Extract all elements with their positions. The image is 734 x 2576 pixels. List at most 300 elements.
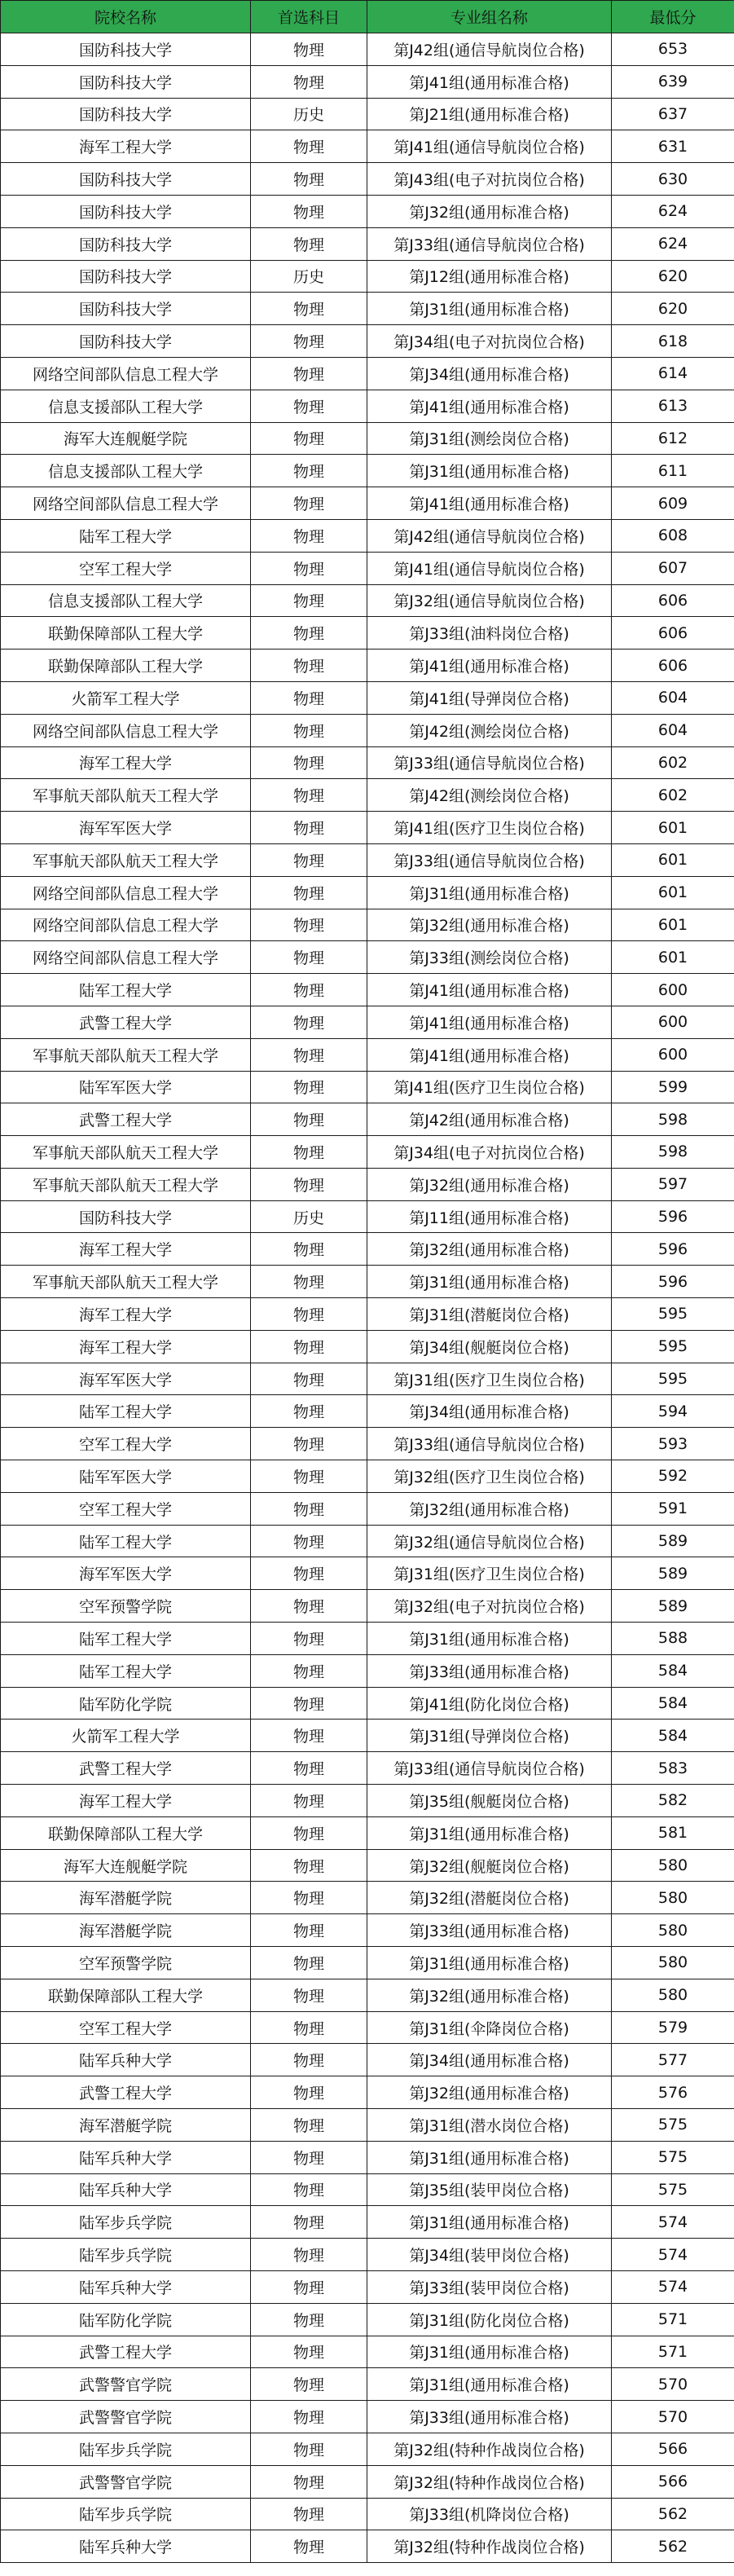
table-row [1,1882,734,1914]
cell-subject: 物理 [251,1103,367,1136]
table-row [1,1687,734,1720]
cell-group: 第J41组(通用标准合格) [367,974,612,1006]
table-row [1,2303,734,2336]
cell-group: 第J31组(通用标准合格) [367,1816,612,1849]
cell-group: 第J31组(医疗卫生岗位合格) [367,1557,612,1590]
cell-school: 陆军工程大学 [1,1623,251,1655]
cell-min-score: 630 [612,163,734,196]
cell-min-score: 600 [612,1038,734,1071]
table-row [1,1038,734,1071]
cell-subject: 物理 [251,1882,367,1914]
table-row [1,1816,734,1849]
table-row [1,1654,734,1687]
table-row [1,519,734,552]
cell-min-score: 582 [612,1785,734,1817]
cell-min-score: 595 [612,1330,734,1363]
cell-school: 武警工程大学 [1,1103,251,1136]
cell-min-score: 602 [612,779,734,812]
cell-group: 第J21组(通用标准合格) [367,98,612,130]
cell-min-score: 598 [612,1136,734,1169]
cell-subject: 物理 [251,1914,367,1947]
cell-group: 第J35组(装甲岗位合格) [367,2173,612,2206]
cell-group: 第J34组(装甲岗位合格) [367,2239,612,2271]
cell-group: 第J41组(通用标准合格) [367,487,612,520]
cell-group: 第J33组(测绘岗位合格) [367,941,612,974]
cell-group: 第J41组(通用标准合格) [367,650,612,682]
cell-group: 第J31组(测绘岗位合格) [367,422,612,455]
table-row [1,2368,734,2401]
cell-school: 陆军兵种大学 [1,2044,251,2076]
cell-group: 第J33组(通用标准合格) [367,1914,612,1947]
cell-group: 第J32组(通用标准合格) [367,909,612,941]
cell-school: 武警工程大学 [1,1752,251,1785]
cell-subject: 物理 [251,2206,367,2239]
cell-school: 网络空间部队信息工程大学 [1,714,251,746]
cell-min-score: 579 [612,2011,734,2044]
cell-min-score: 584 [612,1654,734,1687]
cell-group: 第J32组(医疗卫生岗位合格) [367,1460,612,1493]
cell-min-score: 601 [612,941,734,974]
cell-group: 第J32组(电子对抗岗位合格) [367,1590,612,1623]
cell-min-score: 571 [612,2303,734,2336]
cell-group: 第J41组(医疗卫生岗位合格) [367,812,612,844]
cell-subject: 物理 [251,390,367,422]
cell-subject: 物理 [251,2044,367,2076]
cell-subject: 历史 [251,260,367,293]
cell-min-score: 600 [612,974,734,1006]
table-row [1,33,734,66]
table-row [1,195,734,227]
table-row [1,130,734,163]
table-row [1,1363,734,1395]
table-row [1,1266,734,1298]
cell-subject: 物理 [251,650,367,682]
cell-min-score: 613 [612,390,734,422]
cell-school: 联勤保障部队工程大学 [1,650,251,682]
table-row [1,1785,734,1817]
cell-school: 军事航天部队航天工程大学 [1,1038,251,1071]
cell-group: 第J31组(导弹岗位合格) [367,1720,612,1752]
cell-group: 第J32组(特种作战岗位合格) [367,2465,612,2498]
cell-school: 空军工程大学 [1,1492,251,1525]
cell-subject: 历史 [251,98,367,130]
cell-min-score: 584 [612,1687,734,1720]
table-row [1,1006,734,1038]
cell-subject: 物理 [251,2530,367,2563]
header-group: 专业组名称 [367,1,612,33]
cell-group: 第J41组(通用标准合格) [367,1038,612,1071]
cell-group: 第J35组(舰艇岗位合格) [367,1785,612,1817]
table-row [1,260,734,293]
cell-min-score: 595 [612,1363,734,1395]
table-row [1,1200,734,1233]
cell-group: 第J12组(通用标准合格) [367,260,612,293]
cell-min-score: 606 [612,584,734,617]
cell-school: 陆军兵种大学 [1,2173,251,2206]
cell-group: 第J34组(电子对抗岗位合格) [367,1136,612,1169]
table-row [1,422,734,455]
cell-group: 第J32组(潜艇岗位合格) [367,1882,612,1914]
cell-group: 第J31组(通用标准合格) [367,2141,612,2173]
cell-subject: 物理 [251,2270,367,2303]
cell-subject: 物理 [251,1168,367,1200]
cell-school: 陆军工程大学 [1,1654,251,1687]
cell-subject: 物理 [251,974,367,1006]
table-row [1,2173,734,2206]
cell-subject: 物理 [251,1136,367,1169]
cell-subject: 物理 [251,1720,367,1752]
cell-group: 第J41组(通用标准合格) [367,65,612,98]
cell-school: 陆军步兵学院 [1,2498,251,2530]
table-row [1,65,734,98]
cell-subject: 物理 [251,1525,367,1557]
cell-school: 国防科技大学 [1,98,251,130]
cell-subject: 物理 [251,1752,367,1785]
cell-school: 海军工程大学 [1,130,251,163]
cell-group: 第J31组(医疗卫生岗位合格) [367,1363,612,1395]
cell-min-score: 588 [612,1623,734,1655]
cell-subject: 物理 [251,1006,367,1038]
cell-subject: 物理 [251,2011,367,2044]
table-row [1,2498,734,2530]
cell-subject: 物理 [251,227,367,260]
table-row [1,1492,734,1525]
cell-subject: 物理 [251,1785,367,1817]
cell-group: 第J34组(电子对抗岗位合格) [367,325,612,358]
cell-group: 第J42组(测绘岗位合格) [367,779,612,812]
cell-min-score: 653 [612,33,734,66]
cell-group: 第J42组(通用标准合格) [367,1103,612,1136]
cell-min-score: 601 [612,843,734,876]
cell-subject: 物理 [251,455,367,487]
cell-school: 联勤保障部队工程大学 [1,1979,251,2011]
table-row [1,584,734,617]
cell-school: 海军大连舰艇学院 [1,422,251,455]
cell-subject: 物理 [251,1947,367,1979]
table-row [1,1914,734,1947]
cell-school: 陆军工程大学 [1,1525,251,1557]
table-row [1,98,734,130]
cell-group: 第J41组(通信导航岗位合格) [367,552,612,584]
cell-school: 陆军军医大学 [1,1460,251,1493]
table-row [1,390,734,422]
table-row [1,2076,734,2109]
cell-group: 第J31组(潜艇岗位合格) [367,1298,612,1331]
cell-min-score: 596 [612,1200,734,1233]
cell-group: 第J43组(电子对抗岗位合格) [367,163,612,196]
cell-min-score: 600 [612,1006,734,1038]
table-row [1,1979,734,2011]
cell-min-score: 606 [612,650,734,682]
table-row [1,357,734,390]
cell-subject: 物理 [251,941,367,974]
cell-min-score: 580 [612,1849,734,1882]
cell-min-score: 618 [612,325,734,358]
cell-group: 第J32组(通用标准合格) [367,1168,612,1200]
cell-min-score: 591 [612,1492,734,1525]
table-row [1,2530,734,2563]
cell-subject: 物理 [251,746,367,779]
cell-subject: 物理 [251,325,367,358]
cell-subject: 物理 [251,1330,367,1363]
cell-min-score: 574 [612,2206,734,2239]
cell-school: 武警工程大学 [1,1006,251,1038]
cell-group: 第J31组(通用标准合格) [367,2206,612,2239]
cell-school: 国防科技大学 [1,33,251,66]
cell-school: 空军工程大学 [1,1428,251,1460]
cell-school: 国防科技大学 [1,260,251,293]
cell-school: 联勤保障部队工程大学 [1,1816,251,1849]
cell-subject: 物理 [251,422,367,455]
cell-subject: 物理 [251,357,367,390]
cell-school: 空军预警学院 [1,1590,251,1623]
cell-school: 网络空间部队信息工程大学 [1,941,251,974]
cell-min-score: 596 [612,1266,734,1298]
cell-subject: 物理 [251,2498,367,2530]
header-row [1,1,734,33]
table-row [1,552,734,584]
table-row [1,2141,734,2173]
cell-subject: 物理 [251,584,367,617]
cell-group: 第J34组(通用标准合格) [367,1395,612,1428]
cell-subject: 物理 [251,2368,367,2401]
cell-subject: 物理 [251,1654,367,1687]
cell-subject: 物理 [251,2173,367,2206]
cell-min-score: 580 [612,1979,734,2011]
cell-subject: 物理 [251,714,367,746]
cell-min-score: 598 [612,1103,734,1136]
cell-subject: 物理 [251,552,367,584]
cell-group: 第J32组(舰艇岗位合格) [367,1849,612,1882]
cell-school: 火箭军工程大学 [1,1720,251,1752]
cell-group: 第J32组(通用标准合格) [367,195,612,227]
table-row [1,1947,734,1979]
cell-school: 军事航天部队航天工程大学 [1,843,251,876]
cell-group: 第J31组(潜水岗位合格) [367,2109,612,2142]
cell-subject: 物理 [251,1460,367,1493]
cell-group: 第J32组(特种作战岗位合格) [367,2433,612,2465]
cell-subject: 物理 [251,2433,367,2465]
cell-group: 第J41组(防化岗位合格) [367,1687,612,1720]
cell-school: 海军潜艇学院 [1,2109,251,2142]
table-row [1,455,734,487]
cell-min-score: 631 [612,130,734,163]
table-row [1,487,734,520]
cell-group: 第J31组(通用标准合格) [367,1947,612,1979]
cell-group: 第J33组(通信导航岗位合格) [367,227,612,260]
cell-school: 空军工程大学 [1,552,251,584]
cell-subject: 物理 [251,843,367,876]
cell-group: 第J32组(通用标准合格) [367,2076,612,2109]
cell-group: 第J34组(舰艇岗位合格) [367,1330,612,1363]
cell-min-score: 580 [612,1947,734,1979]
cell-min-score: 595 [612,1298,734,1331]
table-row [1,2433,734,2465]
table-row [1,2044,734,2076]
cell-school: 陆军工程大学 [1,974,251,1006]
cell-subject: 物理 [251,293,367,325]
cell-school: 联勤保障部队工程大学 [1,617,251,650]
cell-group: 第J32组(通信导航岗位合格) [367,1525,612,1557]
cell-group: 第J33组(通信导航岗位合格) [367,746,612,779]
table-row [1,650,734,682]
cell-subject: 物理 [251,1298,367,1331]
cell-subject: 物理 [251,1428,367,1460]
cell-group: 第J11组(通用标准合格) [367,1200,612,1233]
cell-group: 第J34组(通用标准合格) [367,2044,612,2076]
table-row [1,1071,734,1103]
header-school: 院校名称 [1,1,251,33]
cell-min-score: 624 [612,227,734,260]
cell-school: 陆军军医大学 [1,1071,251,1103]
cell-subject: 物理 [251,1233,367,1266]
cell-subject: 物理 [251,130,367,163]
cell-school: 武警工程大学 [1,2336,251,2368]
table-row [1,2109,734,2142]
cell-min-score: 575 [612,2173,734,2206]
cell-subject: 物理 [251,1395,367,1428]
table-row [1,714,734,746]
cell-min-score: 599 [612,1071,734,1103]
cell-subject: 物理 [251,1557,367,1590]
table-row [1,325,734,358]
cell-min-score: 607 [612,552,734,584]
cell-min-score: 606 [612,617,734,650]
cell-school: 陆军兵种大学 [1,2141,251,2173]
cell-subject: 物理 [251,1979,367,2011]
cell-subject: 物理 [251,2076,367,2109]
table-row [1,1428,734,1460]
cell-min-score: 566 [612,2465,734,2498]
cell-group: 第J41组(通用标准合格) [367,1006,612,1038]
cell-school: 武警警官学院 [1,2401,251,2433]
cell-school: 海军军医大学 [1,812,251,844]
cell-school: 火箭军工程大学 [1,681,251,714]
cell-min-score: 620 [612,260,734,293]
cell-school: 军事航天部队航天工程大学 [1,1266,251,1298]
cell-group: 第J33组(机降岗位合格) [367,2498,612,2530]
cell-group: 第J33组(油料岗位合格) [367,617,612,650]
cell-school: 国防科技大学 [1,227,251,260]
cell-school: 国防科技大学 [1,195,251,227]
cell-min-score: 602 [612,746,734,779]
cell-min-score: 574 [612,2270,734,2303]
cell-min-score: 624 [612,195,734,227]
table-row [1,2465,734,2498]
cell-subject: 物理 [251,65,367,98]
table-row [1,1168,734,1200]
table-row [1,909,734,941]
cell-subject: 物理 [251,1816,367,1849]
cell-min-score: 601 [612,812,734,844]
cell-school: 国防科技大学 [1,1200,251,1233]
cell-school: 陆军防化学院 [1,1687,251,1720]
cell-subject: 历史 [251,1200,367,1233]
cell-school: 陆军兵种大学 [1,2270,251,2303]
cell-min-score: 604 [612,681,734,714]
table-row [1,843,734,876]
cell-min-score: 589 [612,1525,734,1557]
cell-school: 武警警官学院 [1,2465,251,2498]
table-row [1,974,734,1006]
table-row [1,2011,734,2044]
cell-min-score: 566 [612,2433,734,2465]
cell-school: 海军工程大学 [1,1785,251,1817]
cell-subject: 物理 [251,681,367,714]
table-row [1,1103,734,1136]
cell-school: 陆军工程大学 [1,519,251,552]
cell-school: 海军军医大学 [1,1363,251,1395]
cell-group: 第J31组(通用标准合格) [367,2368,612,2401]
cell-min-score: 601 [612,876,734,909]
cell-subject: 物理 [251,1038,367,1071]
table-row [1,812,734,844]
cell-min-score: 589 [612,1590,734,1623]
cell-min-score: 576 [612,2076,734,2109]
cell-school: 信息支援部队工程大学 [1,390,251,422]
cell-group: 第J31组(通用标准合格) [367,455,612,487]
cell-min-score: 611 [612,455,734,487]
table-body [1,33,734,2563]
cell-subject: 物理 [251,1623,367,1655]
cell-school: 军事航天部队航天工程大学 [1,1168,251,1200]
table-row [1,1330,734,1363]
cell-min-score: 562 [612,2498,734,2530]
cell-min-score: 570 [612,2368,734,2401]
table-row [1,2239,734,2271]
cell-group: 第J41组(通信导航岗位合格) [367,130,612,163]
cell-min-score: 596 [612,1233,734,1266]
cell-group: 第J31组(通用标准合格) [367,293,612,325]
cell-group: 第J34组(通用标准合格) [367,357,612,390]
cell-subject: 物理 [251,1492,367,1525]
cell-school: 空军工程大学 [1,2011,251,2044]
cell-group: 第J31组(通用标准合格) [367,2336,612,2368]
cell-group: 第J33组(通信导航岗位合格) [367,1428,612,1460]
cell-subject: 物理 [251,2141,367,2173]
cell-min-score: 580 [612,1914,734,1947]
cell-school: 海军工程大学 [1,1233,251,1266]
table-row [1,746,734,779]
cell-subject: 物理 [251,2303,367,2336]
cell-subject: 物理 [251,1363,367,1395]
cell-group: 第J33组(通信导航岗位合格) [367,843,612,876]
table-row [1,1395,734,1428]
cell-min-score: 562 [612,2530,734,2563]
table-row [1,1623,734,1655]
cell-group: 第J32组(通用标准合格) [367,1233,612,1266]
table-row [1,1752,734,1785]
table-row [1,1136,734,1169]
cell-subject: 物理 [251,1071,367,1103]
cell-min-score: 620 [612,293,734,325]
cell-school: 陆军步兵学院 [1,2433,251,2465]
cell-min-score: 580 [612,1882,734,1914]
cell-school: 海军军医大学 [1,1557,251,1590]
cell-subject: 物理 [251,1687,367,1720]
cell-group: 第J32组(通用标准合格) [367,1492,612,1525]
header-subject: 首选科目 [251,1,367,33]
cell-school: 国防科技大学 [1,163,251,196]
cell-subject: 物理 [251,163,367,196]
cell-school: 海军工程大学 [1,746,251,779]
cell-group: 第J33组(通信导航岗位合格) [367,1752,612,1785]
cell-group: 第J31组(伞降岗位合格) [367,2011,612,2044]
table-row [1,1720,734,1752]
cell-school: 海军工程大学 [1,1330,251,1363]
cell-min-score: 639 [612,65,734,98]
table-row [1,2270,734,2303]
